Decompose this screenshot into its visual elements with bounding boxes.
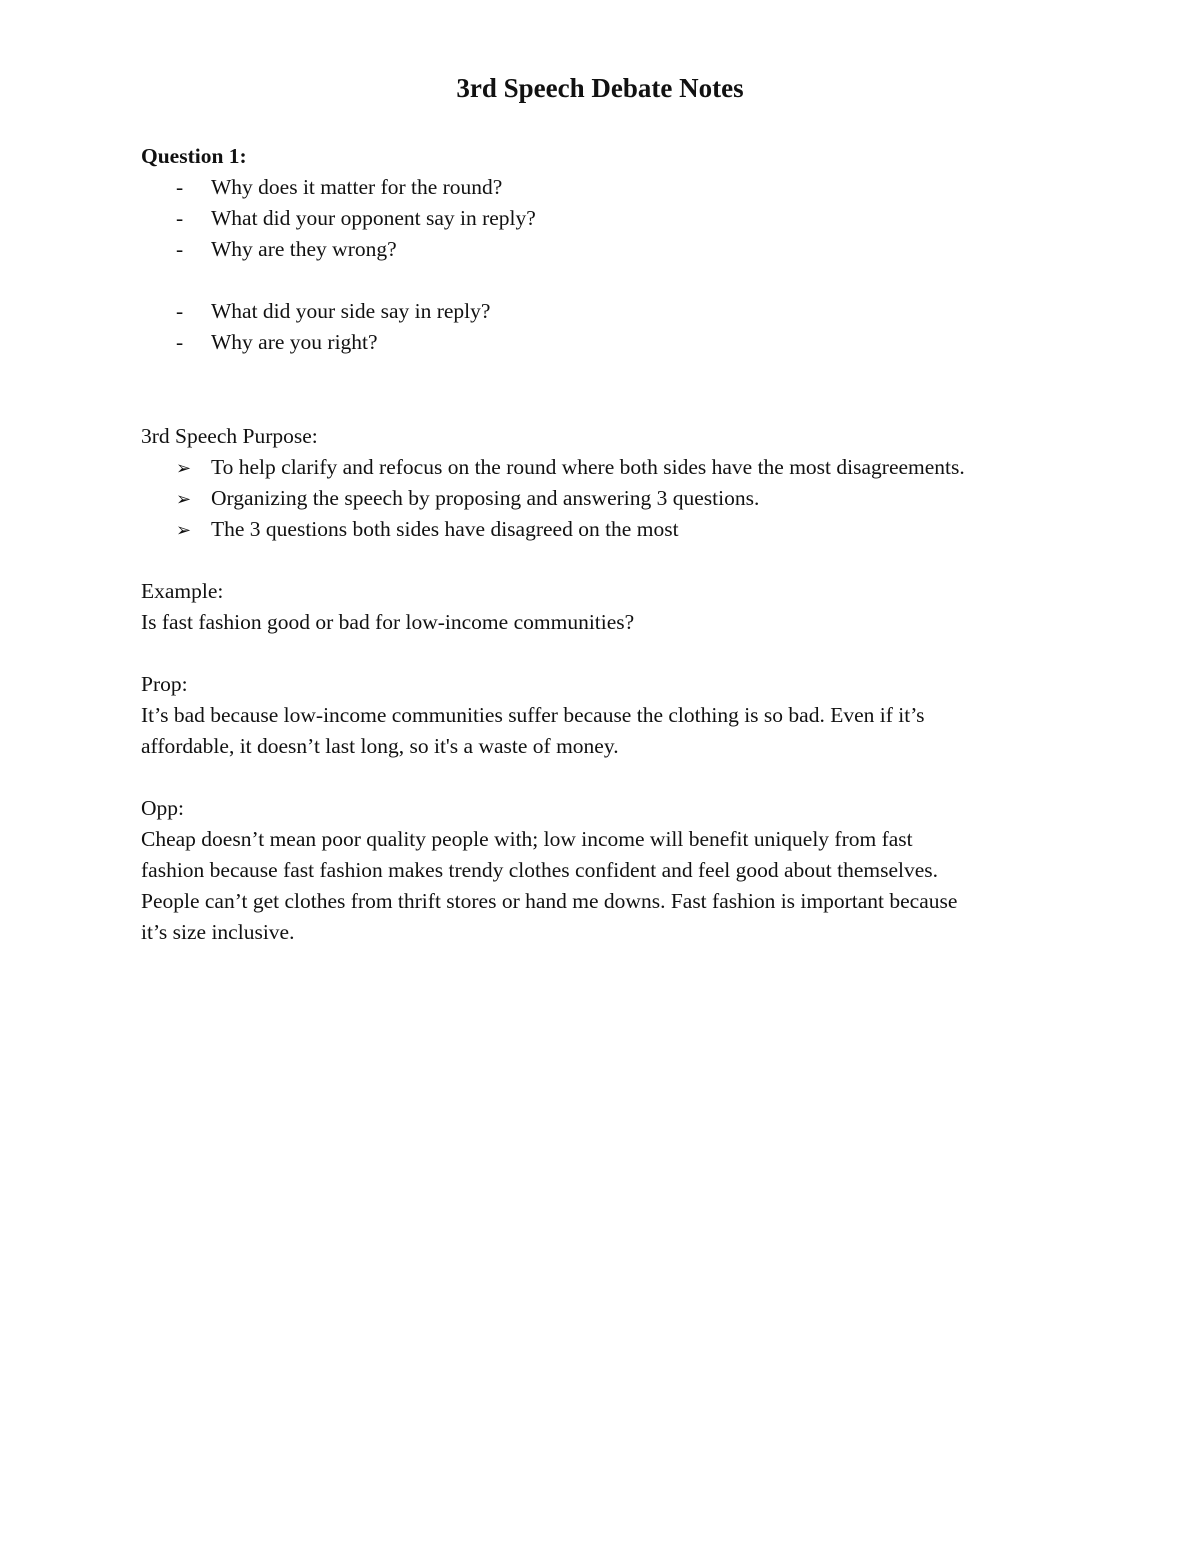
- arrow-bullet-icon: ➢: [176, 458, 192, 479]
- question-1-item: [176, 327, 378, 358]
- prop-heading: Prop:: [141, 672, 188, 696]
- dash-marker: -: [176, 330, 184, 354]
- purpose-item: [176, 452, 965, 484]
- opp-text-line: Cheap doesn’t mean poor quality people with; low income will benefit uniquely from fast: [141, 827, 913, 851]
- question-1-item: [176, 234, 397, 265]
- question-1-item-text: Why does it matter for the round?: [211, 175, 503, 199]
- dash-marker: -: [176, 206, 184, 230]
- question-1-item-text: What did your opponent say in reply?: [211, 206, 536, 230]
- question-1-item: [176, 296, 490, 327]
- document-title: 3rd Speech Debate Notes: [456, 73, 744, 103]
- question-1-item-text: Why are you right?: [211, 330, 378, 354]
- purpose-item-text: Organizing the speech by proposing and answering 3 questions.: [211, 486, 760, 510]
- purpose-heading: 3rd Speech Purpose:: [141, 424, 318, 448]
- purpose-item-text: To help clarify and refocus on the round where both sides have the most disagreements.: [211, 455, 965, 479]
- question-1-heading: Question 1:: [141, 144, 247, 168]
- opp-text-line: fashion because fast fashion makes trendy clothes confident and feel good about themselves.: [141, 858, 939, 882]
- arrow-bullet-icon: ➢: [176, 489, 192, 510]
- question-1-item-text: Why are they wrong?: [211, 237, 397, 261]
- prop-text-line: affordable, it doesn’t last long, so it's a waste of money.: [141, 734, 619, 758]
- question-1-item: [176, 172, 502, 203]
- question-1-item-text: What did your side say in reply?: [211, 299, 491, 323]
- purpose-item: [176, 483, 759, 515]
- prop-text-line: It’s bad because low-income communities suffer because the clothing is so bad. Even if it’s: [141, 703, 925, 727]
- dash-marker: -: [176, 237, 184, 261]
- opp-text-line: People can’t get clothes from thrift stores or hand me downs. Fast fashion is important because: [141, 889, 958, 913]
- opp-heading: Opp:: [141, 796, 184, 820]
- dash-marker: -: [176, 299, 184, 323]
- example-text: Is fast fashion good or bad for low-income communities?: [141, 610, 635, 634]
- example-heading: Example:: [141, 579, 224, 603]
- purpose-item: [176, 514, 679, 546]
- question-1-item: [176, 203, 536, 234]
- arrow-bullet-icon: ➢: [176, 520, 192, 541]
- purpose-item-text: The 3 questions both sides have disagreed on the most: [211, 517, 679, 541]
- opp-text-line: it’s size inclusive.: [141, 920, 295, 944]
- dash-marker: -: [176, 175, 184, 199]
